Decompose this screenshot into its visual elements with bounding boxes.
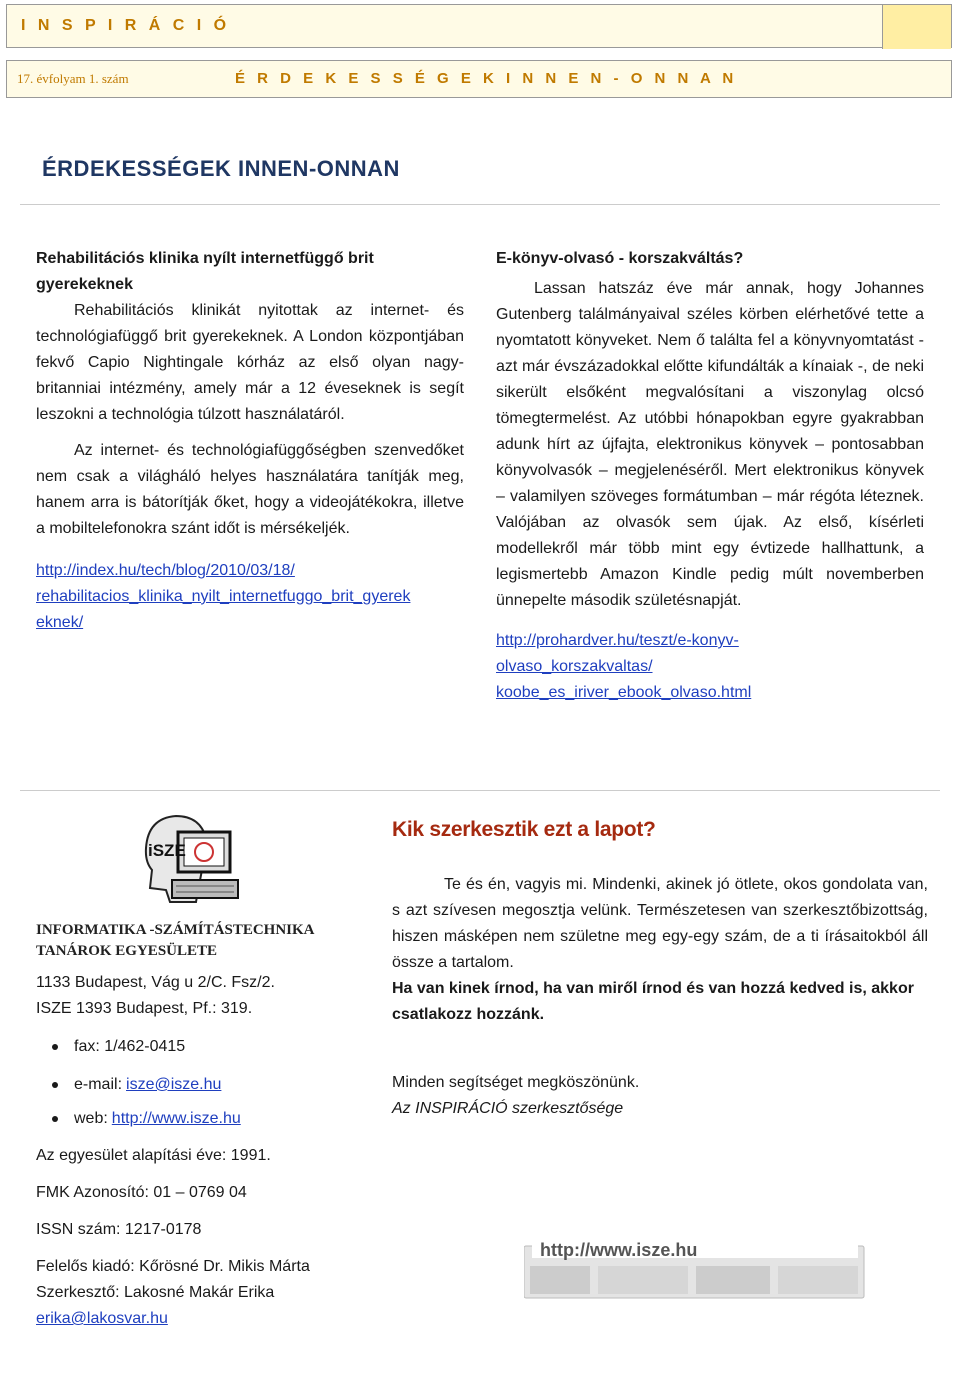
org-name-line: INFORMATIKA -SZÁMÍTÁSTECHNIKA	[36, 922, 315, 938]
page-title: ÉRDEKESSÉGEK INNEN-ONNAN	[42, 156, 400, 181]
header-corner-block	[882, 5, 951, 49]
org-address	[36, 970, 275, 1022]
email-label: e-mail:	[74, 1076, 123, 1093]
web-link[interactable]: http://www.isze.hu	[111, 1110, 241, 1127]
issn-number: ISSN szám: 1217-0178	[36, 1221, 202, 1238]
link-line[interactable]: http://index.hu/tech/blog/2010/03/18/	[36, 562, 295, 579]
editorial-signature: Az INSPIRÁCIÓ szerkesztősége	[392, 1100, 624, 1117]
editorial-heading: Kik szerkesztik ezt a lapot?	[392, 818, 656, 841]
link-line[interactable]: koobe_es_iriver_ebook_olvaso.html	[496, 684, 752, 701]
bullet-icon	[52, 1082, 58, 1088]
isze-logo	[136, 810, 248, 910]
section-topic: É R D E K E S S É G E K I N N E N - O N N A N	[235, 70, 738, 87]
magazine-title: I N S P I R Á C I Ó	[21, 17, 231, 34]
link-line[interactable]: rehabilitacios_klinika_nyilt_internetfuggo_brit_gyerek	[36, 588, 411, 605]
publisher-credits	[36, 1254, 310, 1332]
web-item	[36, 1106, 241, 1132]
issue-number: 17. évfolyam 1. szám	[17, 71, 129, 86]
editor-email-link[interactable]: erika@lakosvar.hu	[36, 1310, 168, 1327]
editorial-thanks: Minden segítséget megköszönünk.	[392, 1074, 640, 1091]
isze-web-banner[interactable]	[524, 1236, 866, 1304]
article-paragraph: Lassan hatszáz éve már annak, hogy Johannes Gutenberg találmányaival széles körben elérhetővé tette a nyomtatott könyveket. Nem ő találta fel a könyvnyomtatást - azt már évszázadokkal előtte kifundálták a kínaiak -, de neki sikerült elsőként megvalósítani a viszonylag olcsó tömegtermelést. Az utóbbi hónapokban egyre gyakrabban adunk hírt az újfajta, elektronikus könyvek – pontosabban könyvolvasók – megjelenéséről. Mert elektronikus könyvek – valamilyen szöveges formátumban – már régóta léteznek. Valójában az olvasók sem újak. Az első, kísérleti modellekről már több mint egy évtizede hallhattunk, a legismertebb Amazon Kindle pedig múlt novemberben ünnepelte második születésnapját.	[496, 280, 924, 609]
email-item	[36, 1072, 221, 1098]
banner-url: http://www.isze.hu	[540, 1240, 698, 1260]
divider	[20, 790, 940, 791]
link-line[interactable]: eknek/	[36, 614, 84, 631]
divider	[20, 204, 940, 205]
org-name-line: TANÁROK EGYESÜLETE	[36, 943, 218, 959]
fax-text: fax: 1/462-0415	[74, 1038, 186, 1055]
article-paragraph: Az internet- és technológiafüggőségben szenvedőket nem csak a világháló helyes használatára tanítják meg, hanem arra is bátorítják őket, hogy a videojátékokra, illetve a mobiltelefonokra szánt időt is mérsékeljék.	[36, 442, 464, 537]
article-heading: Rehabilitációs klinika nyílt internetfüggő brit gyerekeknek	[36, 250, 374, 293]
bullet-icon	[52, 1116, 58, 1122]
article-heading: E-könyv-olvasó - korszakváltás?	[496, 250, 744, 267]
article-source-link[interactable]	[36, 558, 464, 636]
fax-item	[36, 1034, 185, 1060]
organization-name	[36, 920, 376, 962]
email-link[interactable]: isze@isze.hu	[126, 1076, 222, 1093]
article-paragraph: Rehabilitációs klinikát nyitottak az internet- és technológiafüggő brit gyerekeknek. A London központjában fekvő Capio Nightingale kórház az első olyan nagy-britanniai intézmény, amely már a 12 éveseknek is segít leszokni a technológia túlzott használatáról.	[36, 302, 464, 423]
header-band	[6, 4, 952, 48]
bullet-icon	[52, 1044, 58, 1050]
section-band	[6, 60, 952, 98]
banner-graphic	[524, 1236, 866, 1304]
address-line: 1133 Budapest, Vág u 2/C. Fsz/2.	[36, 974, 275, 991]
editor: Szerkesztő: Lakosné Makár Erika	[36, 1284, 275, 1301]
link-line[interactable]: olvaso_korszakvaltas/	[496, 658, 653, 675]
article-source-link[interactable]	[496, 628, 924, 706]
fmk-id: FMK Azonosító: 01 – 0769 04	[36, 1184, 247, 1201]
publisher: Felelős kiadó: Kőrösné Dr. Mikis Márta	[36, 1258, 310, 1275]
article-ebook-reader	[496, 246, 924, 706]
address-line: ISZE 1393 Budapest, Pf.: 319.	[36, 1000, 253, 1017]
article-internet-addiction	[36, 246, 464, 636]
editorial-text	[392, 872, 928, 1122]
founded-year: Az egyesület alapítási éve: 1991.	[36, 1147, 271, 1164]
web-label: web:	[74, 1110, 108, 1127]
editorial-call-to-action: Ha van kinek írnod, ha van miről írnod és van hozzá kedved is, akkor csatlakozz hozzánk.	[392, 980, 914, 1023]
logo-text: iSZE	[148, 841, 186, 860]
editorial-paragraph: Te és én, vagyis mi. Mindenki, akinek jó ötlete, okos gondolata van, s azt szívesen megosztja velünk. Természetesen van szerkesztőbizottság, hiszen másképen nem születne meg egy-egy szám, de a ti írásaitokból áll össze a tartalom.	[392, 876, 928, 971]
link-line[interactable]: http://prohardver.hu/teszt/e-konyv-	[496, 632, 739, 649]
